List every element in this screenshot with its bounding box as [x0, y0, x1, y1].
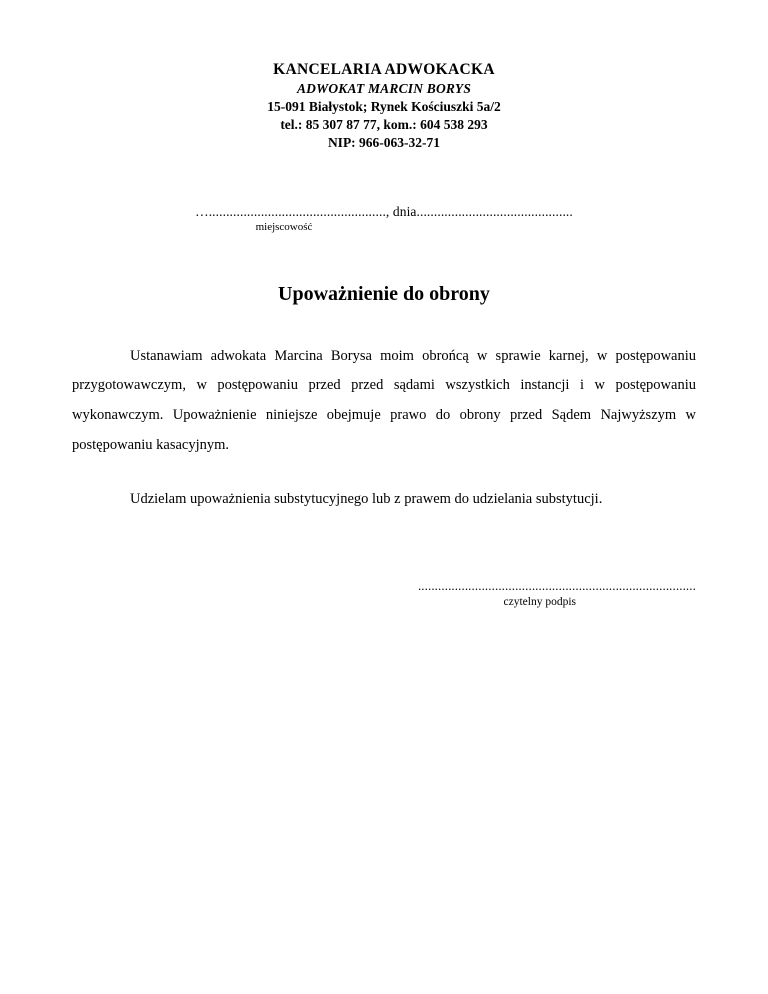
body-paragraph-1: Ustanawiam adwokata Marcina Borysa moim obrońcą w sprawie karnej, w postępowaniu przygotowawczym, w postępowaniu przed przed sądami wszystkich instancji i w postępowaniu wykonawczym. Upoważnienie niniejsze obejmuje prawo do obrony przed Sądem Najwyższym w postępowaniu kasacyjnym.	[72, 347, 696, 453]
firm-name: KANCELARIA ADWOKACKA	[273, 61, 495, 78]
lawyer-name: ADWOKAT MARCIN BORYS	[296, 81, 472, 97]
signature-line: ...................................................................................	[417, 578, 696, 594]
firm-address: 15-091 Białystok; Rynek Kościuszki 5a/2	[267, 99, 501, 115]
letterhead	[72, 60, 696, 152]
firm-nip: NIP: 966-063-32-71	[327, 134, 441, 150]
place-date-block	[72, 204, 696, 233]
place-date-caption: miejscowość	[255, 220, 313, 233]
signature-caption: czytelny podpis	[503, 596, 576, 609]
body-paragraph-2: Udzielam upoważnienia substytucyjnego lub z prawem do udzielania substytucji.	[130, 490, 603, 507]
firm-phones: tel.: 85 307 87 77, kom.: 604 538 293	[280, 117, 488, 133]
page-title: Upoważnienie do obrony	[278, 282, 490, 305]
signature-block	[72, 578, 696, 608]
place-date-line: …..................................................., dnia.............................................	[195, 203, 573, 219]
